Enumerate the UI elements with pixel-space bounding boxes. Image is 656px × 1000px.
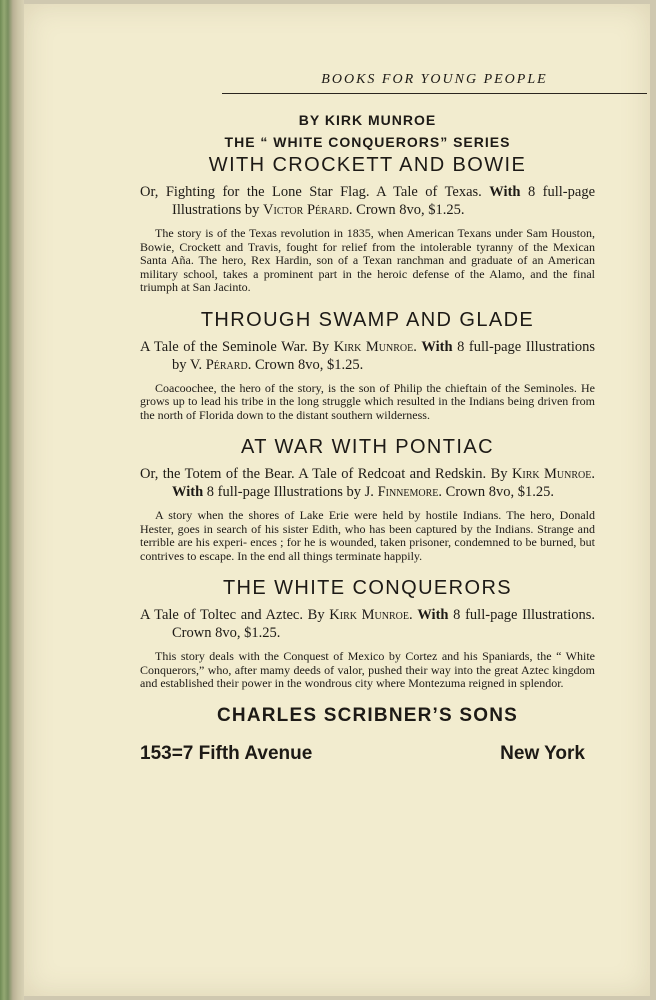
- desc-text: 8 full-page Illustrations by V.: [172, 338, 596, 373]
- desc-text: Or, Fighting for the Lone Star Flag. A Tale of Texas.: [140, 184, 490, 200]
- illustrator-name: Pérard: [205, 356, 248, 373]
- desc-text: 8 full-page Illustrations by: [172, 184, 596, 218]
- publisher-address: [140, 743, 585, 765]
- address-street: 153=7 Fifth Avenue: [140, 742, 313, 764]
- book-description: [140, 183, 595, 219]
- desc-with: With: [417, 607, 449, 623]
- desc-text: . Crown 8vo, $1.25.: [438, 484, 555, 500]
- desc-text: Or, the Totem of the Bear. A Tale of Redcoat and Redskin. By: [140, 466, 512, 482]
- desc-text: . Crown 8vo, $1.25.: [247, 356, 364, 373]
- book-title: WITH CROCKETT AND BOWIE: [208, 154, 527, 176]
- book-blurb: This story deals with the Conquest of Mexico by Cortez and his Spaniards, the “ White Conquerors,” who, after mamy deeds of valor, pushed their way into the great Aztec kingdom and established their power in the wondrous city where Montezuma reigned in splendor.: [140, 649, 595, 690]
- desc-with: With: [172, 484, 204, 500]
- desc-with: With: [489, 184, 521, 200]
- book-blurb: Coacoochee, the hero of the story, is the son of Philip the chieftain of the Seminoles. He grows up to lead his tribe in the long struggle which resulted in the Indians being driven from the north of Florida down to the distant southern wilderness.: [140, 380, 595, 422]
- address-city: New York: [500, 742, 585, 764]
- publisher-name: CHARLES SCRIBNER’S SONS: [216, 704, 519, 726]
- running-head: BOOKS FOR YOUNG PEOPLE: [321, 72, 548, 87]
- book-title: THROUGH SWAMP AND GLADE: [200, 308, 535, 331]
- series-line: THE “ WHITE CONQUERORS” SERIES: [224, 134, 511, 150]
- book-entry: [140, 309, 595, 423]
- desc-text: 8 full-page Illustrations by J.: [203, 484, 378, 500]
- book-entry: [140, 577, 595, 691]
- desc-text: .: [591, 466, 596, 482]
- desc-text: A Tale of the Seminole War. By: [140, 338, 334, 355]
- author-name: Kirk Munroe: [511, 466, 592, 482]
- author-line: BY KIRK MUNROE: [298, 112, 437, 128]
- desc-text: . Crown 8vo, $1.25.: [348, 202, 465, 218]
- illustrator-name: Finnemore: [377, 484, 439, 500]
- author-name: Kirk Munroe: [329, 607, 409, 623]
- desc-with: With: [421, 338, 453, 355]
- book-title: THE WHITE CONQUERORS: [222, 577, 513, 599]
- book-title: AT WAR WITH PONTIAC: [241, 436, 494, 458]
- book-description: [140, 606, 595, 642]
- book-description: [140, 465, 595, 501]
- desc-text: .: [409, 607, 418, 623]
- book-description: [140, 338, 595, 374]
- desc-text: .: [413, 338, 422, 355]
- book-entry: [140, 154, 595, 295]
- book-blurb: A story when the shores of Lake Erie were held by hostile Indians. The hero, Donald Hester, goes in search of his sister Edith, who has been captured by the Indians. Strange and terrible are his experi- ences ; for he is wounded, taken prisoner, condemned to be burned, but contrives to escape. In the end all things terminate happily.: [140, 508, 595, 563]
- book-binding-edge: [0, 0, 24, 1000]
- desc-text: 8 full-page Illustrations. Crown 8vo, $1.25.: [172, 607, 596, 641]
- book-entry: [140, 436, 595, 563]
- book-blurb: The story is of the Texas revolution in 1835, when American Texans under Sam Houston, Bowie, Crockett and Travis, fought for relief from the intolerable tyranny of the Mexican Santa Aña. The hero, Rex Hardin, son of a Texan ranchman and graduate of an American military school, takes a prominent part in the heroic defense of the Alamo, and the final triumph at San Jacinto.: [140, 226, 595, 294]
- header-rule: [222, 93, 647, 94]
- author-name: Kirk Munroe: [333, 338, 414, 355]
- page-content: [140, 112, 595, 765]
- illustrator-name: Victor Pérard: [263, 202, 349, 218]
- desc-text: A Tale of Toltec and Aztec. By: [140, 607, 330, 623]
